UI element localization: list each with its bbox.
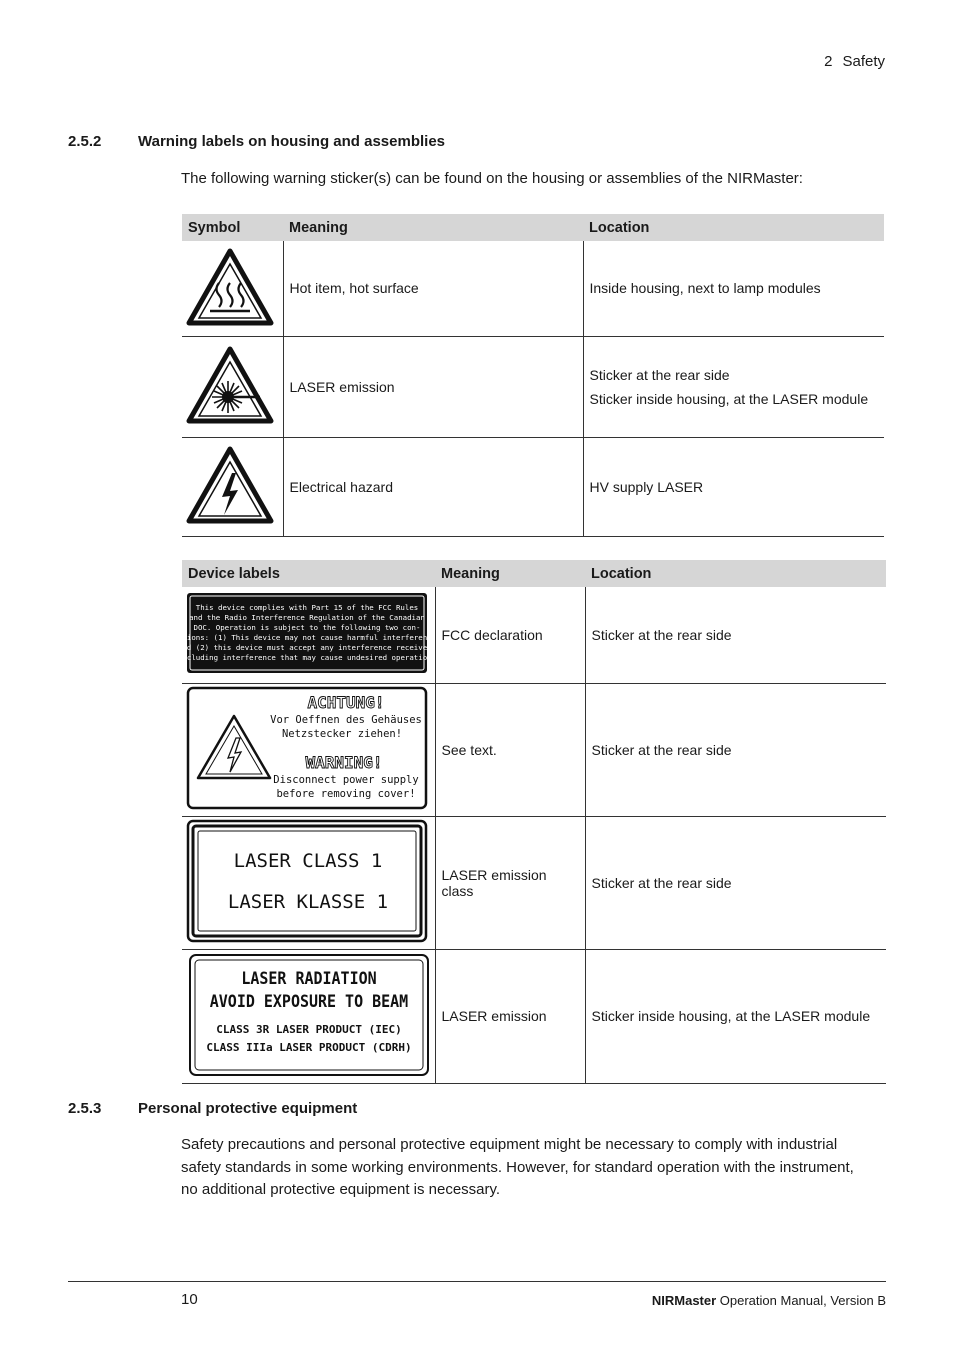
fcc-text-line: including interference that may cause undesired operation.	[186, 653, 428, 663]
fcc-text-line: DOC. Operation is subject to the following two con-	[193, 623, 421, 633]
paragraph-line: Safety precautions and personal protective equipment might be necessary to comply with industrial	[181, 1136, 838, 1153]
column-header: Location	[583, 214, 884, 241]
paragraph-line: no additional protective equipment is necessary.	[181, 1181, 501, 1198]
location-cell: HV supply LASER	[583, 437, 884, 536]
location-cell: Sticker at the rear side	[585, 816, 886, 949]
fcc-text-line: ditions: (1) This device may not cause harmful interference,	[186, 633, 428, 643]
device-labels-table	[182, 560, 886, 1084]
location-cell: Sticker at the rear side	[585, 683, 886, 816]
meaning-cell: LASER emission	[435, 949, 585, 1083]
meaning-cell: LASER emission	[283, 336, 583, 437]
location-line: Sticker inside housing, at the LASER module	[589, 390, 869, 407]
achtung-text-line: Vor Oeffnen des Gehäuses	[270, 714, 422, 726]
chapter-number: 2	[824, 53, 833, 70]
laser-class-line: LASER CLASS 1	[233, 850, 383, 872]
column-header: Meaning	[435, 560, 585, 587]
section-title: Personal protective equipment	[138, 1100, 358, 1117]
footer-divider	[68, 1281, 886, 1282]
chapter-title: Safety	[842, 53, 885, 70]
fcc-text-line: and the Radio Interference Regulation of the Canadian	[189, 613, 425, 623]
warning-title: WARNING!	[305, 753, 383, 772]
achtung-text-line: Netzstecker ziehen!	[281, 728, 403, 740]
section-title: Warning labels on housing and assemblies	[138, 133, 446, 150]
product-name: NIRMaster	[651, 1293, 717, 1308]
table-header-row	[182, 214, 884, 241]
laser-radiation-line: CLASS IIIa LASER PRODUCT (CDRH)	[206, 1040, 412, 1054]
column-header: Meaning	[283, 214, 583, 241]
symbol-cell	[182, 241, 283, 336]
meaning-cell: FCC declaration	[435, 587, 585, 683]
fcc-text-line: and (2) this device must accept any interference received,	[186, 643, 428, 653]
laser-class-line: LASER KLASSE 1	[227, 891, 389, 913]
table-row	[182, 949, 886, 1083]
electrical-hazard-icon	[186, 445, 274, 525]
paragraph-line: safety standards in some working environments. However, for standard operation with the instrument,	[181, 1158, 854, 1176]
symbol-cell	[182, 437, 283, 536]
table-row	[182, 587, 886, 683]
running-header	[700, 53, 885, 70]
table-row	[182, 683, 886, 816]
table-row	[182, 437, 884, 536]
table-row	[182, 816, 886, 949]
fcc-text-line: This device complies with Part 15 of the FCC Rules	[195, 603, 419, 613]
achtung-warning-label	[186, 686, 428, 810]
meaning-cell: LASER emission class	[435, 816, 585, 949]
label-image-cell	[182, 683, 435, 816]
warning-text-line: before removing cover!	[276, 788, 416, 800]
warning-text-line: Disconnect power supply	[273, 774, 419, 786]
fcc-label	[186, 592, 428, 674]
symbols-table	[182, 214, 884, 537]
label-image-cell	[182, 816, 435, 949]
laser-class-label	[186, 819, 428, 943]
section-number: 2.5.3	[68, 1100, 102, 1117]
column-header: Device labels	[182, 560, 435, 587]
column-header: Symbol	[182, 214, 283, 241]
manual-title: Operation Manual, Version B	[716, 1293, 886, 1308]
laser-radiation-label	[186, 953, 430, 1077]
intro-paragraph: The following warning sticker(s) can be found on the housing or assemblies of the NIRMaster:	[181, 170, 803, 187]
hot-surface-icon	[186, 247, 274, 327]
location-cell: Sticker at the rear side	[585, 587, 886, 683]
table-row	[182, 336, 884, 437]
location-line: Sticker at the rear side	[589, 366, 730, 383]
page-number: 10	[181, 1291, 198, 1308]
section-number: 2.5.2	[68, 133, 102, 150]
label-image-cell	[182, 949, 435, 1083]
location-cell	[583, 336, 884, 437]
footer-doc-title	[500, 1293, 886, 1308]
table-row	[182, 241, 884, 336]
meaning-cell: See text.	[435, 683, 585, 816]
symbol-cell	[182, 336, 283, 437]
column-header: Location	[585, 560, 886, 587]
meaning-cell: Hot item, hot surface	[283, 241, 583, 336]
laser-radiation-line: AVOID EXPOSURE TO BEAM	[209, 990, 409, 1011]
ppe-paragraph	[181, 1134, 886, 1202]
label-image-cell	[182, 587, 435, 683]
location-cell: Inside housing, next to lamp modules	[583, 241, 884, 336]
location-cell: Sticker inside housing, at the LASER module	[585, 949, 886, 1083]
meaning-cell: Electrical hazard	[283, 437, 583, 536]
laser-radiation-line: LASER RADIATION	[241, 967, 377, 988]
laser-warning-icon	[186, 345, 274, 425]
laser-radiation-line: CLASS 3R LASER PRODUCT (IEC)	[216, 1022, 402, 1036]
table-header-row	[182, 560, 886, 587]
achtung-title: ACHTUNG!	[307, 693, 385, 712]
